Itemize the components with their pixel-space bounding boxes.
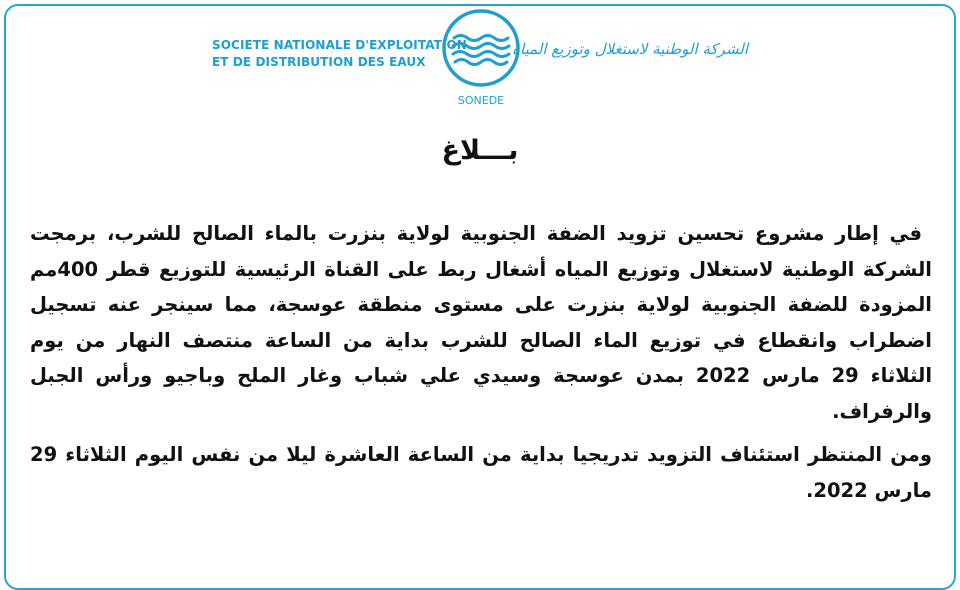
sonede-logo [440,7,522,111]
notice-body [30,216,932,508]
notice-title: بـــلاغ [441,135,519,166]
notice-paragraph-2: ومن المنتظر استئناف التزويد تدريجيا بداية من الساعة العاشرة ليلا من نفس اليوم الثلاثاء 29 مارس 2022. [30,443,932,502]
company-name-french [212,37,467,71]
company-name-french-line1: SOCIETE NATIONALE D'EXPLOITATION [212,38,467,52]
notice-paragraph-1: في إطار مشروع تحسين تزويد الضفة الجنوبية لولاية بنزرت بالماء الصالح للشرب، برمجت الشركة الوطنية لاستغلال وتوزيع المياه أشغال ربط على القناة الرئيسية للتوزيع قطر 400مم المزودة للضفة الجنوبية لولاية بنزرت على مستوى منطقة عوسجة، مما سينجر عنه تسجيل اضطراب وانقطاع في توزيع الماء الصالح للشرب بداية من الساعة منتصف النهار من يوم الثلاثاء 29 مارس 2022 بمدن عوسجة وسيدي علي شباب وغار الملح وباجيو ورأس الجبل والرفراف. [30,222,932,423]
logo-text: SONEDE [457,94,505,107]
company-name-french-line2: ET DE DISTRIBUTION DES EAUX [212,55,426,69]
company-name-arabic: الشركة الوطنية لاستغلال وتوزيع المياه [512,40,748,58]
water-waves-icon [453,36,509,65]
letterhead [0,0,960,115]
